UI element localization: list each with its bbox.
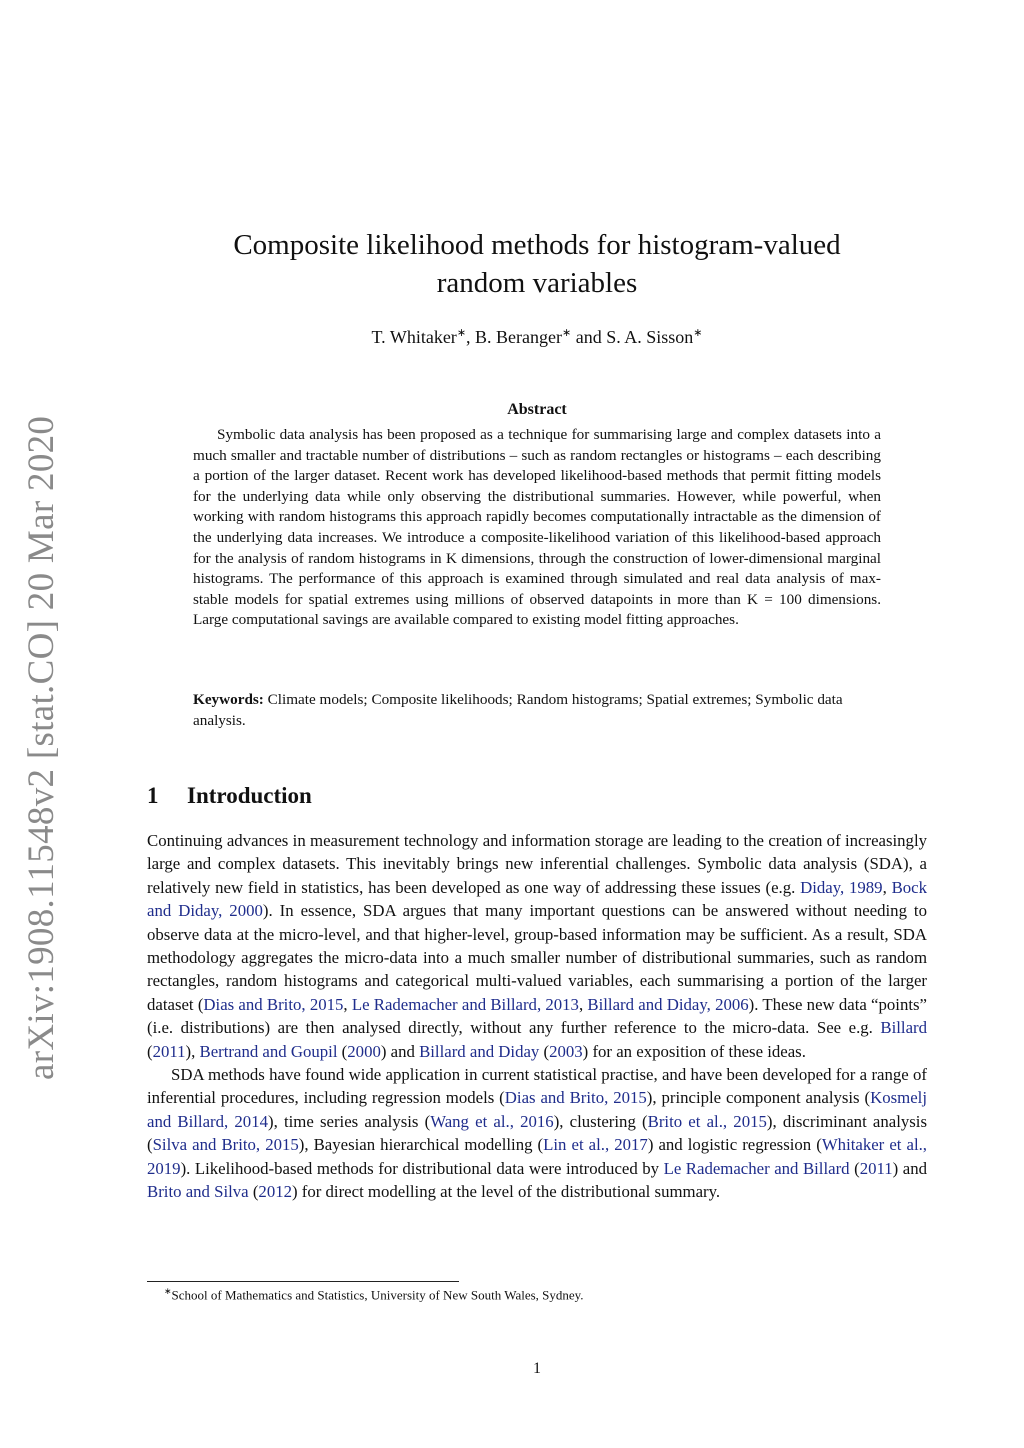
- text-run: ) and logistic regression (: [647, 1135, 822, 1155]
- page-number: 1: [533, 1360, 541, 1377]
- introduction-body: [147, 829, 927, 1204]
- text-run: Continuing advances in measurement technology and information storage are leading to the creation of increasingly large and complex datasets. This inevitably brings new inferential challenges. Symbolic data analysis (SDA), a relatively new field in statistics, has been developed as one way of addressing these issues (e.g.: [147, 831, 927, 897]
- author-2: B. Beranger: [475, 327, 562, 347]
- paragraph: [147, 1063, 927, 1203]
- author-1: T. Whitaker: [371, 327, 457, 347]
- text-run: ) for an exposition of these ideas.: [582, 1041, 806, 1061]
- text-run: ) and: [380, 1041, 420, 1061]
- citation-link[interactable]: 2011: [859, 1158, 893, 1178]
- citation-link[interactable]: Dias and Brito, 2015: [504, 1088, 647, 1108]
- text-run: ,: [578, 994, 588, 1014]
- text-run: (: [147, 1041, 153, 1061]
- citation-link[interactable]: Le Rademacher and Billard: [663, 1158, 850, 1178]
- citation-link[interactable]: Whitaker et al., 2019: [147, 1135, 928, 1178]
- citation-link[interactable]: Wang et al., 2016: [430, 1111, 554, 1131]
- footnote-mark: ∗: [164, 1286, 172, 1296]
- section-title: Introduction: [187, 783, 312, 808]
- affiliation-mark: ∗: [693, 327, 703, 339]
- citation-link[interactable]: Billard and Diday, 2006: [587, 994, 749, 1014]
- text-run: ), Bayesian hierarchical modelling (: [298, 1135, 544, 1155]
- paragraph: [147, 829, 927, 1063]
- citation-link[interactable]: Silva and Brito, 2015: [152, 1135, 299, 1155]
- keywords-text: Climate models; Composite likelihoods; Random histograms; Spatial extremes; Symbolic data analysis.: [193, 691, 843, 729]
- citation-link[interactable]: Billard and Diday: [419, 1041, 540, 1061]
- section-number: 1: [147, 783, 159, 808]
- paper-title: [150, 226, 924, 302]
- citation-link[interactable]: Lin et al., 2017: [543, 1135, 648, 1155]
- author-conjunction: and: [575, 327, 602, 347]
- text-run: (: [248, 1182, 259, 1202]
- title-line-2: random variables: [436, 267, 638, 299]
- footnote: [164, 1286, 584, 1303]
- citation-link[interactable]: Diday, 1989: [800, 877, 883, 897]
- abstract-heading: Abstract: [507, 401, 567, 418]
- affiliation-mark: ∗: [456, 327, 467, 339]
- text-run: ), discriminant analysis (: [147, 1111, 927, 1155]
- citation-link[interactable]: Kosmelj and Billard, 2014: [147, 1088, 927, 1131]
- keywords-label: Keywords:: [193, 691, 264, 708]
- abstract-body: Symbolic data analysis has been proposed as a technique for summarising large and complex datasets into a much smaller and tractable number of distributions – such as random rectangles or histograms – each describing a portion of the larger dataset. Recent work has developed likelihood-based methods that permit fitting models for the underlying data while only observing the distributional summaries. However, while powerful, when working with random histograms this approach rapidly becomes computationally intractable as the dimension of the underlying data increases. We introduce a composite-likelihood variation of this likelihood-based approach for the analysis of random histograms in K dimensions, through the construction of lower-dimensional marginal histograms. The performance of this approach is examined through simulated and real data analysis of max-stable models for spatial extremes using millions of observed datapoints in more than K = 100 dimensions. Large computational savings are available compared to existing model fitting approaches.: [193, 426, 881, 629]
- citation-link[interactable]: Bock and Diday, 2000: [147, 877, 928, 921]
- citation-link[interactable]: 2012: [258, 1182, 292, 1202]
- footnote-text: School of Mathematics and Statistics, University of New South Wales, Sydney.: [171, 1287, 584, 1303]
- text-run: ), clustering (: [553, 1111, 648, 1131]
- citation-link[interactable]: Billard: [880, 1018, 927, 1038]
- citation-link[interactable]: 2011: [152, 1041, 186, 1061]
- citation-link[interactable]: Brito and Silva: [147, 1182, 249, 1202]
- text-run: ). Likelihood-based methods for distributional data were introduced by: [180, 1158, 664, 1178]
- citation-link[interactable]: Brito et al., 2015: [647, 1111, 767, 1131]
- text-run: ),: [185, 1041, 200, 1061]
- arxiv-identifier-stamp: arXiv:1908.11548v2 [stat.CO] 20 Mar 2020: [21, 415, 62, 1080]
- text-run: ) for direct modelling at the level of the distributional summary.: [291, 1182, 721, 1202]
- text-run: ), time series analysis (: [267, 1111, 431, 1131]
- text-run: ), principle component analysis (: [646, 1088, 871, 1108]
- citation-link[interactable]: Bertrand and Goupil: [199, 1041, 338, 1061]
- text-run: ). In essence, SDA argues that many important questions can be answered without needing to observe data at the micro-level, and that higher-level, group-based information may be sufficient. As a result, SDA methodology aggregates the micro-data into a much smaller number of distributional summaries, such as random rectangles, random histograms and categorical multi-valued variables, each summarising a portion of the larger dataset (: [147, 901, 927, 1014]
- section-heading: [147, 783, 312, 809]
- author-list: T. Whitaker∗, B. Beranger∗ and S. A. Sisson∗: [371, 327, 703, 347]
- text-run: ,: [882, 877, 892, 897]
- footnote-divider: [147, 1281, 459, 1282]
- citation-link[interactable]: Dias and Brito, 2015: [203, 994, 344, 1014]
- citation-link[interactable]: 2003: [549, 1041, 583, 1061]
- text-run: (: [539, 1041, 550, 1061]
- citation-link[interactable]: 2000: [347, 1041, 381, 1061]
- citation-link[interactable]: Le Rademacher and Billard, 2013: [351, 994, 579, 1014]
- text-run: (: [849, 1158, 860, 1178]
- text-run: ) and: [892, 1158, 927, 1178]
- text-run: ). These new data “points” (i.e. distributions) are then analysed directly, without any further reference to the micro-data. See e.g.: [147, 994, 927, 1038]
- title-line-1: Composite likelihood methods for histogram-valued: [233, 229, 841, 261]
- text-run: (: [337, 1041, 348, 1061]
- text-run: ,: [343, 994, 352, 1014]
- text-run: SDA methods have found wide application in current statistical practise, and have been developed for a range of inferential procedures, including regression models (: [147, 1065, 927, 1108]
- affiliation-mark: ∗: [562, 327, 572, 339]
- author-3: S. A. Sisson: [606, 327, 694, 347]
- keywords: [193, 690, 881, 731]
